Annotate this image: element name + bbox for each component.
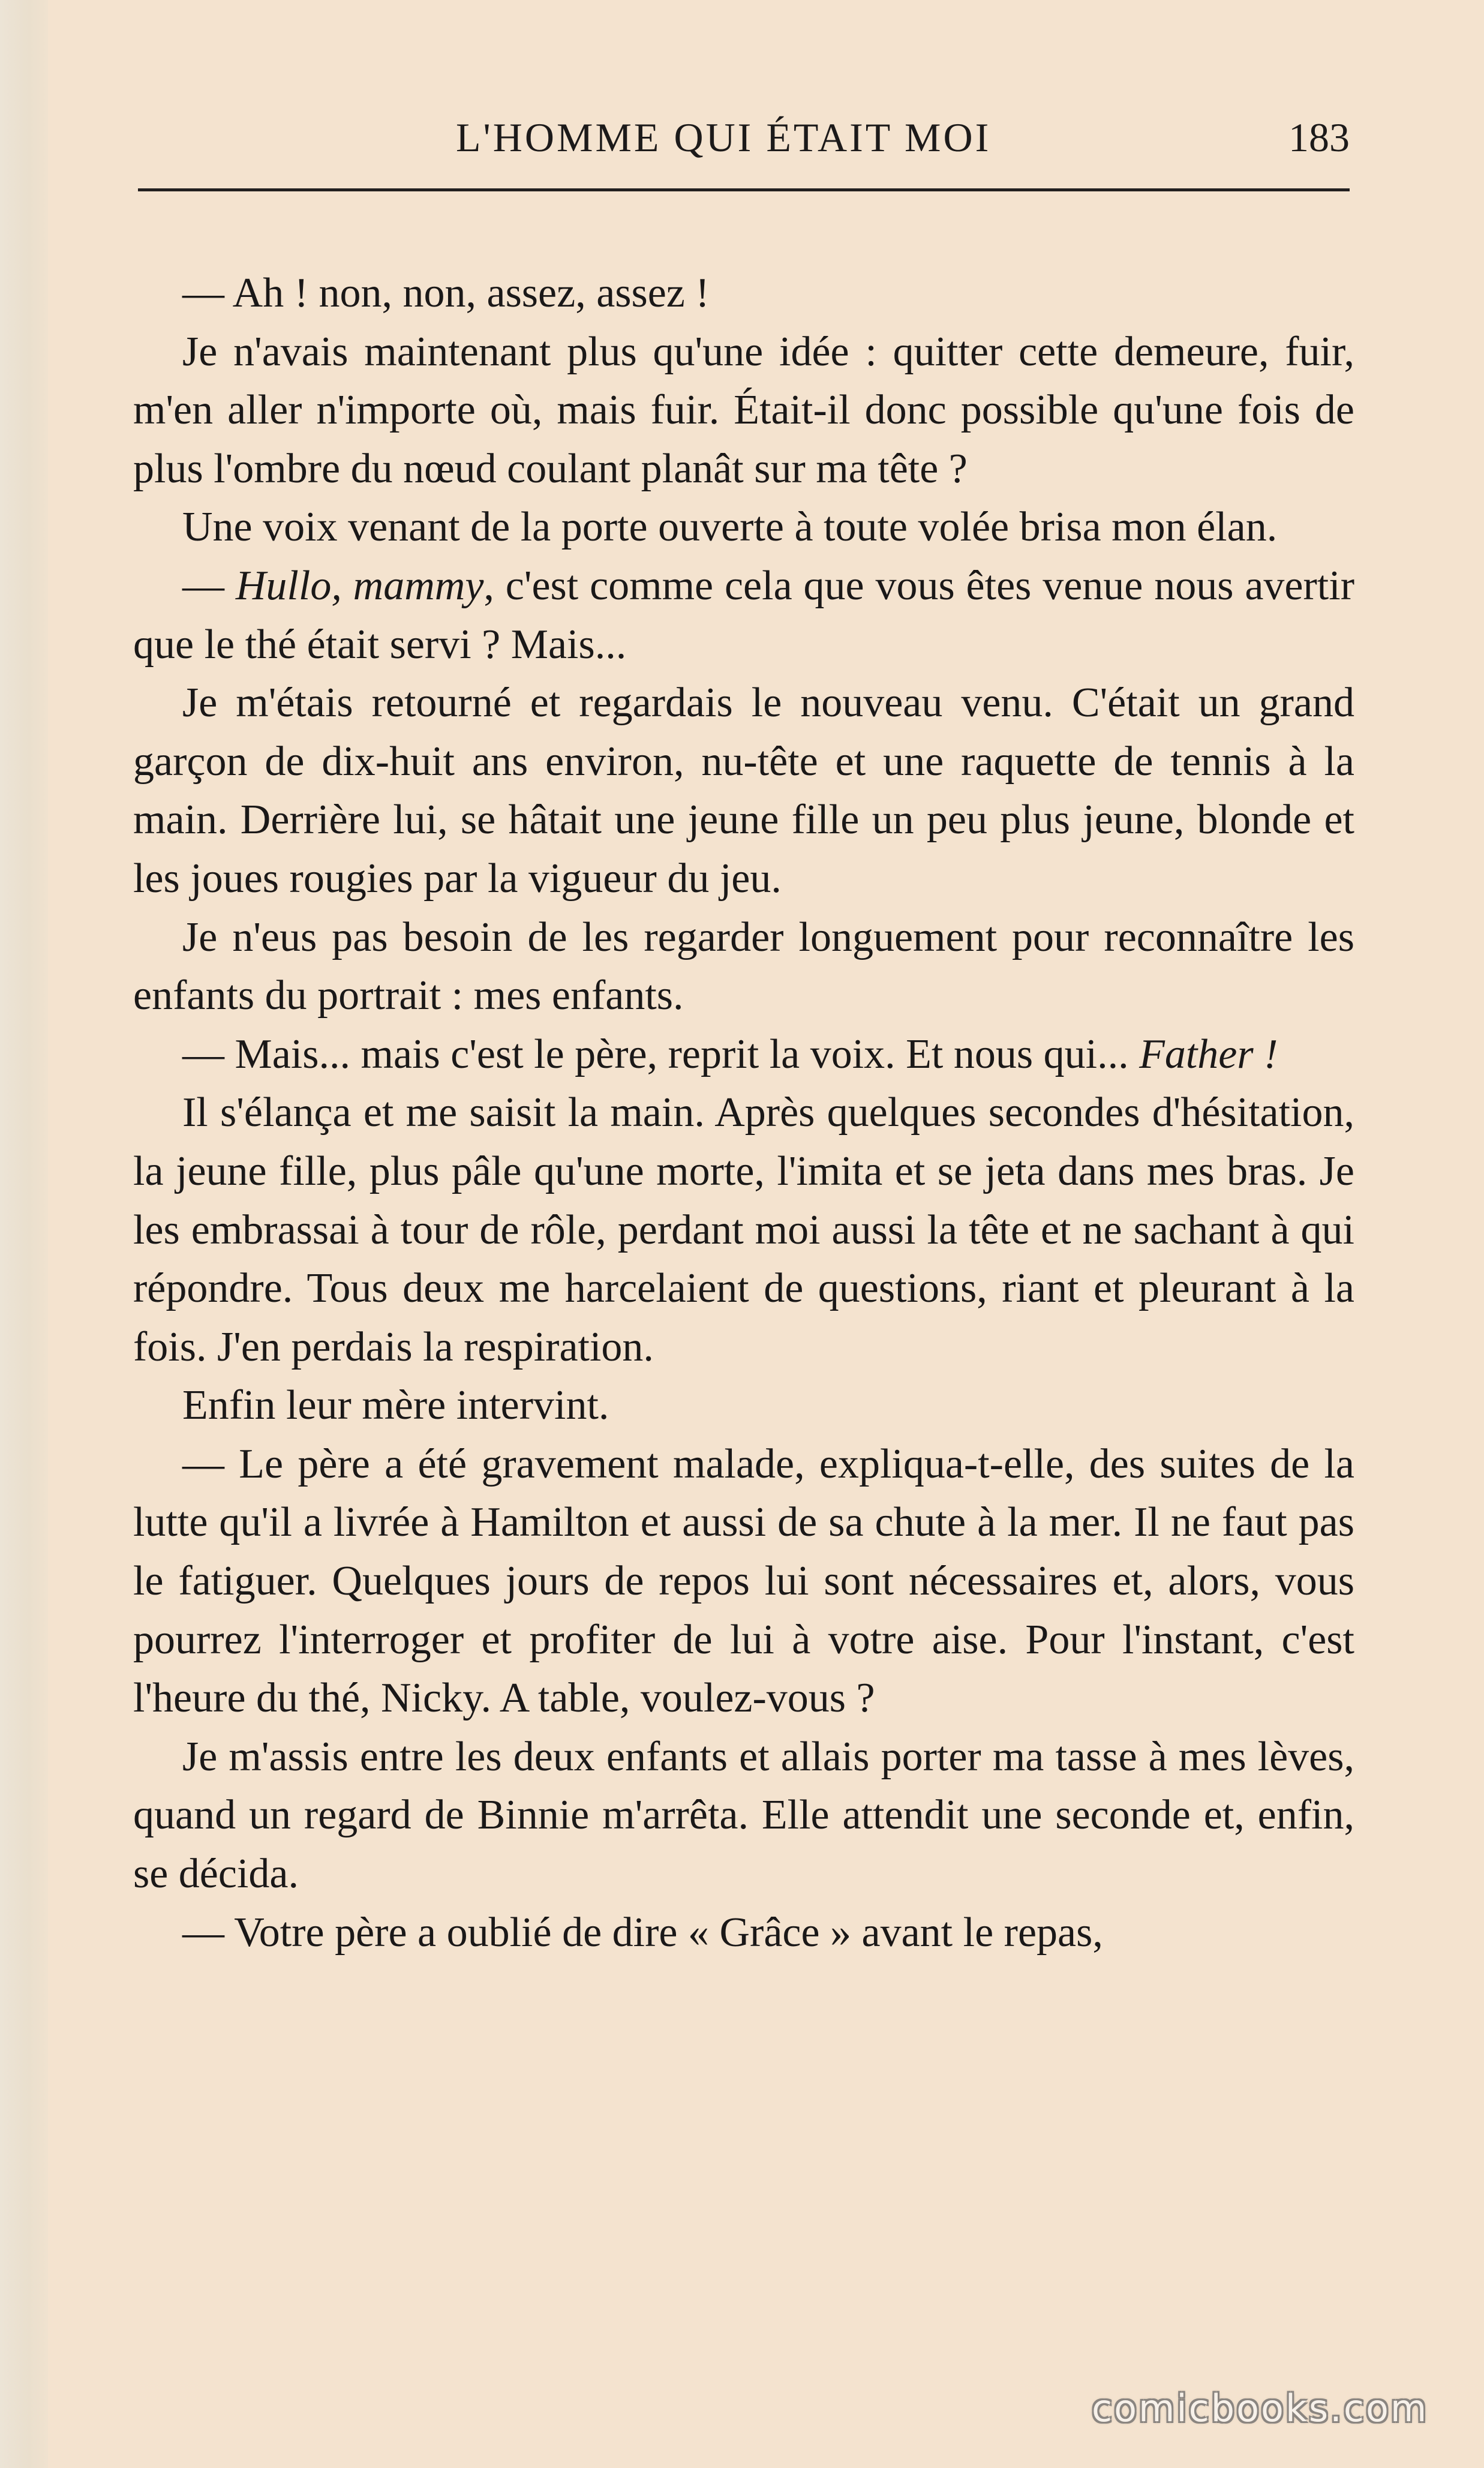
paragraph bbox=[133, 1903, 1354, 1962]
paragraph-text: — Ah ! non, non, assez, assez ! bbox=[182, 270, 710, 316]
paragraph-text: — Le père a été gravement malade, expliqua-t-elle, des suites de la lutte qu'il a livrée à Hamilton et aussi de sa chute à la mer. Il ne faut pas le fatiguer. Quelques jours de repos lui sont nécessaires et, alors, vous pourrez l'interroger et profiter de lui à votre aise. Pour l'instant, c'est l'heure du thé, Nicky. A table, voulez-vous ? bbox=[133, 1440, 1354, 1722]
italic-text: Father ! bbox=[1139, 1031, 1278, 1077]
page-header bbox=[138, 108, 1350, 162]
paragraph-text: Il s'élança et me saisit la main. Après quelques secondes d'hésitation, la jeune fille, plus pâle qu'une morte, l'imita et se jeta dans mes bras. Je les embrassai à tour de rôle, perdant moi aussi la tête et ne sachant à qui répondre. Tous deux me harcelaient de questions, riant et pleurant à la fois. J'en perdais la respiration. bbox=[133, 1089, 1354, 1370]
paragraph-text: Je m'étais retourné et regardais le nouveau venu. C'était un grand garçon de dix-huit ans environ, nu-tête et une raquette de tennis à la main. Derrière lui, se hâtait une jeune fille un peu plus jeune, blonde et les joues rougies par la vigueur du jeu. bbox=[133, 680, 1354, 902]
paragraph-text: — Mais... mais c'est le père, reprit la voix. Et nous qui... bbox=[182, 1031, 1140, 1077]
body-text bbox=[133, 264, 1354, 1962]
paragraph-text: — bbox=[182, 562, 236, 609]
paragraph bbox=[133, 498, 1354, 557]
paragraph bbox=[133, 1025, 1354, 1084]
italic-text: Hullo, mammy bbox=[235, 562, 484, 609]
watermark: comicbooks.com bbox=[1092, 2386, 1429, 2430]
paragraph-text: Enfin leur mère intervint. bbox=[182, 1382, 609, 1429]
paragraph bbox=[133, 1376, 1354, 1435]
running-title: L'HOMME QUI ÉTAIT MOI bbox=[456, 115, 992, 160]
paragraph-text: Je n'eus pas besoin de les regarder longuement pour reconnaître les enfants du portrait : mes enfants. bbox=[133, 914, 1354, 1019]
paragraph bbox=[133, 674, 1354, 908]
book-binding-edge bbox=[0, 0, 48, 2468]
paragraph-text: — Votre père a oublié de dire « Grâce » avant le repas, bbox=[182, 1909, 1103, 1956]
page-number: 183 bbox=[1288, 115, 1350, 160]
paragraph bbox=[133, 557, 1354, 674]
paragraph bbox=[133, 264, 1354, 323]
header-rule bbox=[138, 188, 1350, 191]
paragraph bbox=[133, 1435, 1354, 1728]
paragraph-text: , c'est comme cela que vous êtes venue nous avertir que le thé était servi ? Mais... bbox=[133, 562, 1355, 668]
paragraph-text: Une voix venant de la porte ouverte à toute volée brisa mon élan. bbox=[182, 504, 1278, 551]
paragraph-text: Je n'avais maintenant plus qu'une idée : quitter cette demeure, fuir, m'en aller n'importe où, mais fuir. Était-il donc possible qu'une fois de plus l'ombre du nœud coulant planât sur ma tête ? bbox=[133, 328, 1354, 492]
paragraph-text: Je m'assis entre les deux enfants et allais porter ma tasse à mes lèves, quand un regard de Binnie m'arrêta. Elle attendit une seconde et, enfin, se décida. bbox=[133, 1733, 1354, 1897]
paragraph bbox=[133, 908, 1354, 1025]
paragraph bbox=[133, 323, 1354, 499]
paragraph bbox=[133, 1083, 1354, 1376]
paragraph bbox=[133, 1728, 1354, 1903]
